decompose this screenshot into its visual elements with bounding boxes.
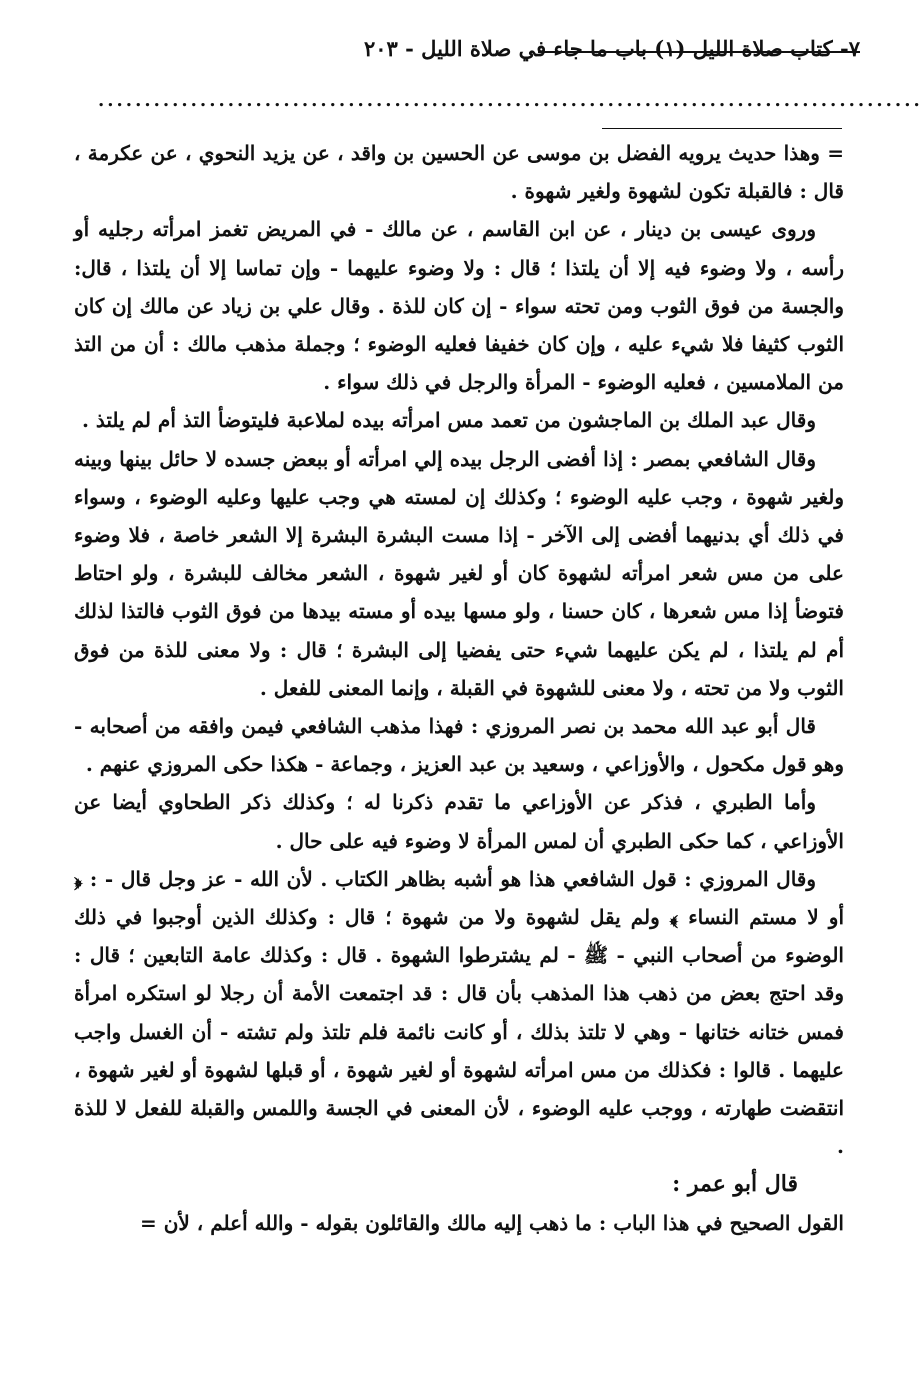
paragraph: القول الصحيح في هذا الباب : ما ذهب إليه مالك والقائلون بقوله - والله أعلم ، لأن = — [140, 1210, 844, 1235]
paragraph: قال أبو عبد الله محمد بن نصر المروزي : فهذا مذهب الشافعي فيمن وافقه من أصحابه - وهو قول مكحول ، والأوزاعي ، وسعيد بن عبد العزيز ، وجماعة - هكذا حكى المروزي عنهم . — [74, 714, 844, 777]
paragraph: وروى عيسى بن دينار ، عن ابن القاسم ، عن مالك - في المريض تغمز امرأته رجليه أو رأسه ، ولا وضوء فيه إلا أن يلتذا ؛ قال : ولا وضوء عليهما - وإن تماسا إلا أن يلتذا ، قال: والجسة من فوق الثوب ومن تحته سواء - إن كان للذة . وقال علي بن زياد عن مالك إن كان الثوب كثيفا فلا شيء عليه ، وإن كان خفيفا فعليه الوضوء ؛ وجملة مذهب مالك : أن من التذ من الملامسين ، فعليه الوضوء - المرأة والرجل في ذلك سواء . — [74, 217, 844, 395]
running-header-title: ٧- كتاب صلاة الليل (١) باب ما جاء في صلاة الليل - ٢٠٣ — [364, 36, 860, 61]
paragraph: وأما الطبري ، فذكر عن الأوزاعي ما تقدم ذكرنا له ؛ وكذلك ذكر الطحاوي أيضا عن الأوزاعي ، كما حكى الطبري أن لمس المرأة لا وضوء فيه على حال . — [74, 790, 844, 853]
paragraph: وقال عبد الملك بن الماجشون من تعمد مس امرأته بيده لملاعبة فليتوضأ التذ أم لم يلتذ . — [81, 408, 816, 433]
paragraph: = وهذا حديث يرويه الفضل بن موسى عن الحسين بن واقد ، عن يزيد النحوي ، عن عكرمة ، قال : فالقبلة تكون لشهوة ولغير شهوة . — [74, 141, 845, 204]
dotted-separator: ......................................................................................... — [98, 90, 923, 111]
footnote-rule — [602, 128, 842, 129]
header-rule — [538, 51, 860, 53]
paragraph: وقال الشافعي بمصر : إذا أفضى الرجل بيده إلي امرأته أو ببعض جسده لا حائل بينها وبينه ولغير شهوة ، وجب عليه الوضوء ؛ وكذلك إن لمسته هي وجب عليها وعليه الوضوء ، وسواء في ذلك أي بدنيهما أفضى إلى الآخر - إذا مست البشرة البشرة إلا الشعر خاصة ، فلا وضوء على من مس شعر امرأته لشهوة كان أو لغير شهوة ، الشعر مخالف للبشرة ، ولو احتاط فتوضأ إذا مس شعرها ، كان حسنا ، ولو مسها بيده أو مسته بيدها من فوق الثوب فالتذا لذلك أم لم يلتذا ، لم يكن عليهما شيء حتى يفضيا إلى البشرة ؛ قال : ولا معنى للذة من فوق الثوب ولا من تحته ، ولا معنى للشهوة في القبلة ، وإنما المعنى للفعل . — [74, 446, 844, 700]
paragraph: وقال المروزي : قول الشافعي هذا هو أشبه بظاهر الكتاب . لأن الله - عز وجل قال - : ﴿ أو لا مستم النساء ﴾ ولم يقل لشهوة ولا من شهوة ؛ قال : وكذلك الذين أوجبوا في ذلك الوضوء من أصحاب النبي - ﷺ - لم يشترطوا الشهوة . قال : وكذلك عامة التابعين ؛ قال : وقد احتج بعض من ذهب هذا المذهب بأن قال : قد اجتمعت الأمة أن رجلا لو استكره امرأة فمس ختانه ختانها - وهي لا تلتذ بذلك ، أو كانت نائمة فلم تلتذ ولم تشته - أن الغسل واجب عليهما . قالوا : فكذلك من مس امرأته لشهوة أو لغير شهوة ، أو قبلها لشهوة أو لغير شهوة ، انتقضت طهارته ، ووجب عليه الوضوء ، لأن المعنى في الجسة واللمس والقبلة للفعل لا للذة . — [74, 866, 845, 1159]
section-heading: قال أبو عمر : — [672, 1171, 798, 1198]
running-header — [60, 36, 860, 70]
body-text — [74, 134, 844, 1242]
